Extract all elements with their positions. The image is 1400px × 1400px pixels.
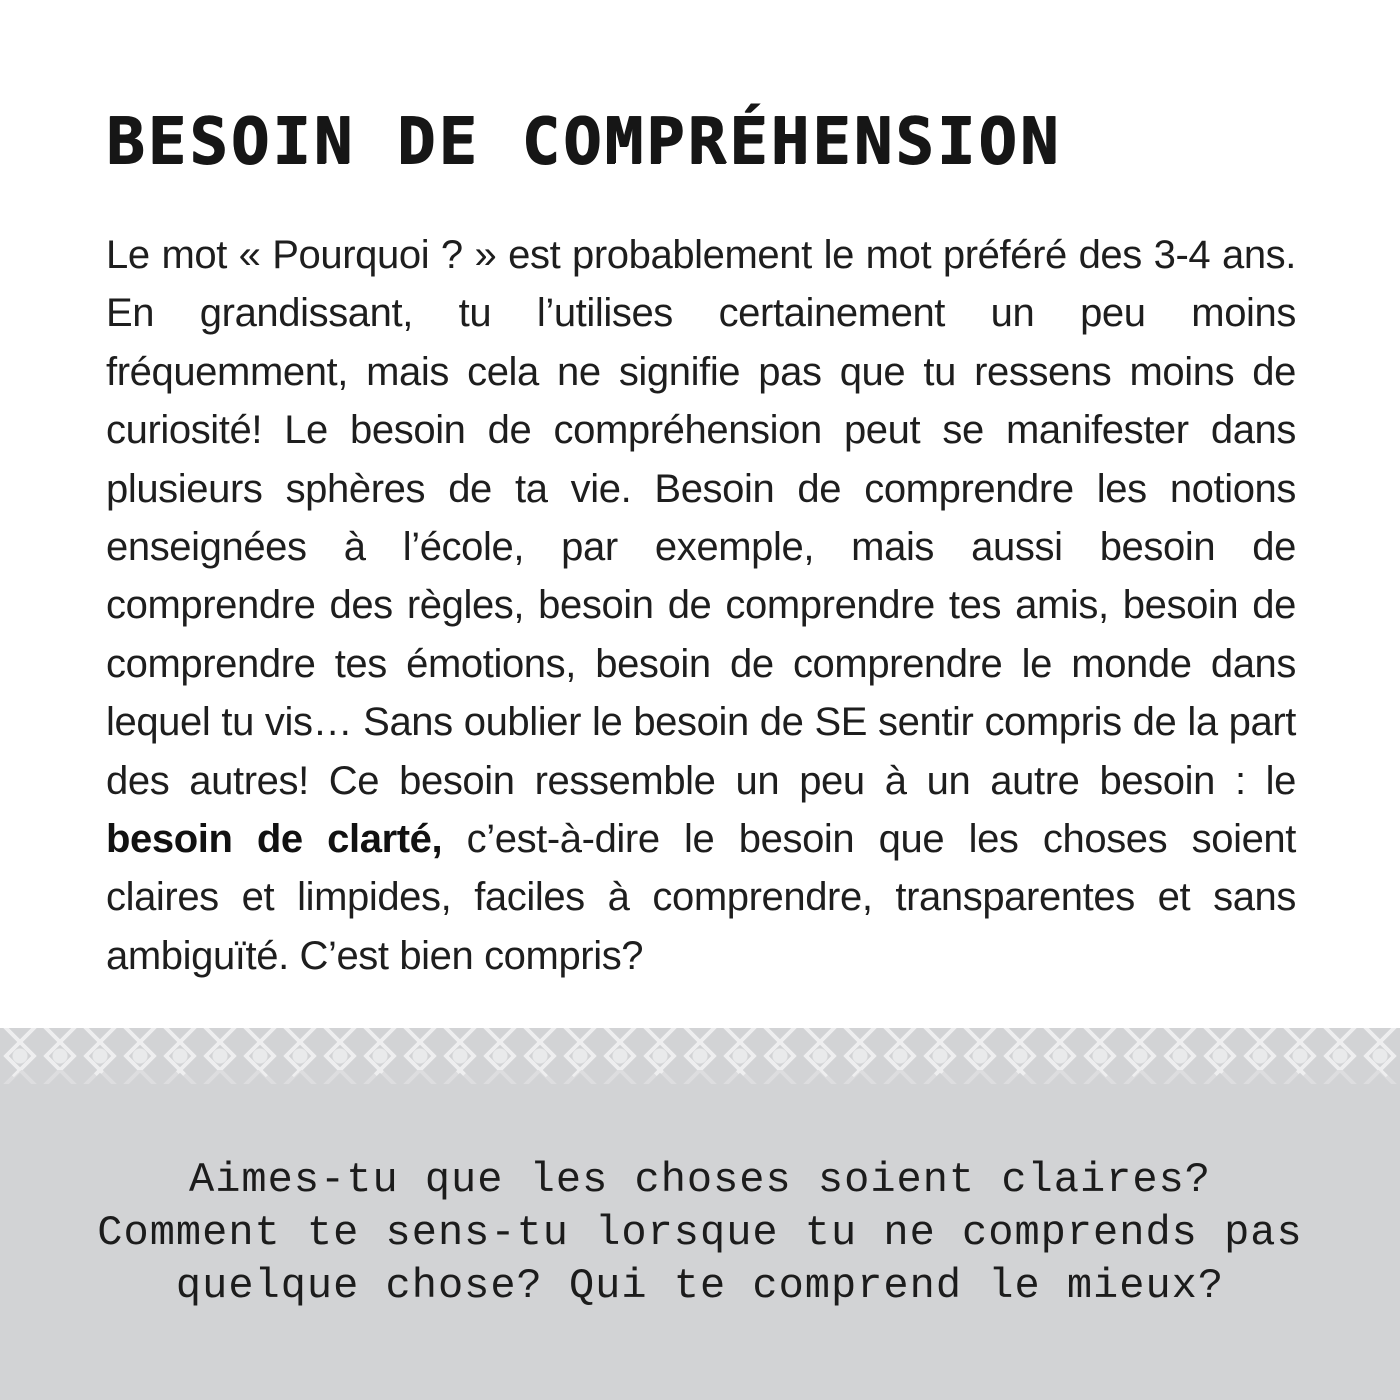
bold-phrase: besoin de clarté, <box>106 817 443 862</box>
question-line: Aimes-tu que les choses soient claires? <box>189 1156 1211 1204</box>
paragraph-text-start: Le mot « Pourquoi ? » est probablement le mot préféré des 3-4 ans. En grandissant, tu l’utilises certainement un peu moins fréquemment, mais cela ne signifie pas que tu ressens moins de curiosité! Le besoin de compréhension peut se manifester dans plusieurs sphères de ta vie. Besoin de comprendre les notions enseignées à l’école, par exemple, mais aussi besoin de comprendre des règles, besoin de comprendre tes amis, besoin de comprendre tes émotions, besoin de comprendre le monde dans lequel tu vis… Sans oublier le besoin de SE sentir compris de la part des autres! Ce besoin ressemble un peu à un autre besoin : le <box>106 233 1296 803</box>
question-line: quelque chose? Qui te comprend le mieux? <box>175 1262 1225 1310</box>
question-panel <box>0 1084 1400 1400</box>
paragraph-text-end: c’est-à-dire le besoin que les choses soient claires et limpides, faciles à comprendre, transparentes et sans ambiguïté. C’est bien compris? <box>106 817 1296 978</box>
question-line: Comment te sens-tu lorsque tu ne comprends pas <box>97 1209 1303 1257</box>
decorative-pattern-band <box>0 1028 1400 1084</box>
reflection-questions <box>0 1154 1400 1313</box>
body-paragraph <box>106 226 1296 985</box>
page-title: BESOIN DE COMPRÉHENSION <box>106 105 1062 179</box>
